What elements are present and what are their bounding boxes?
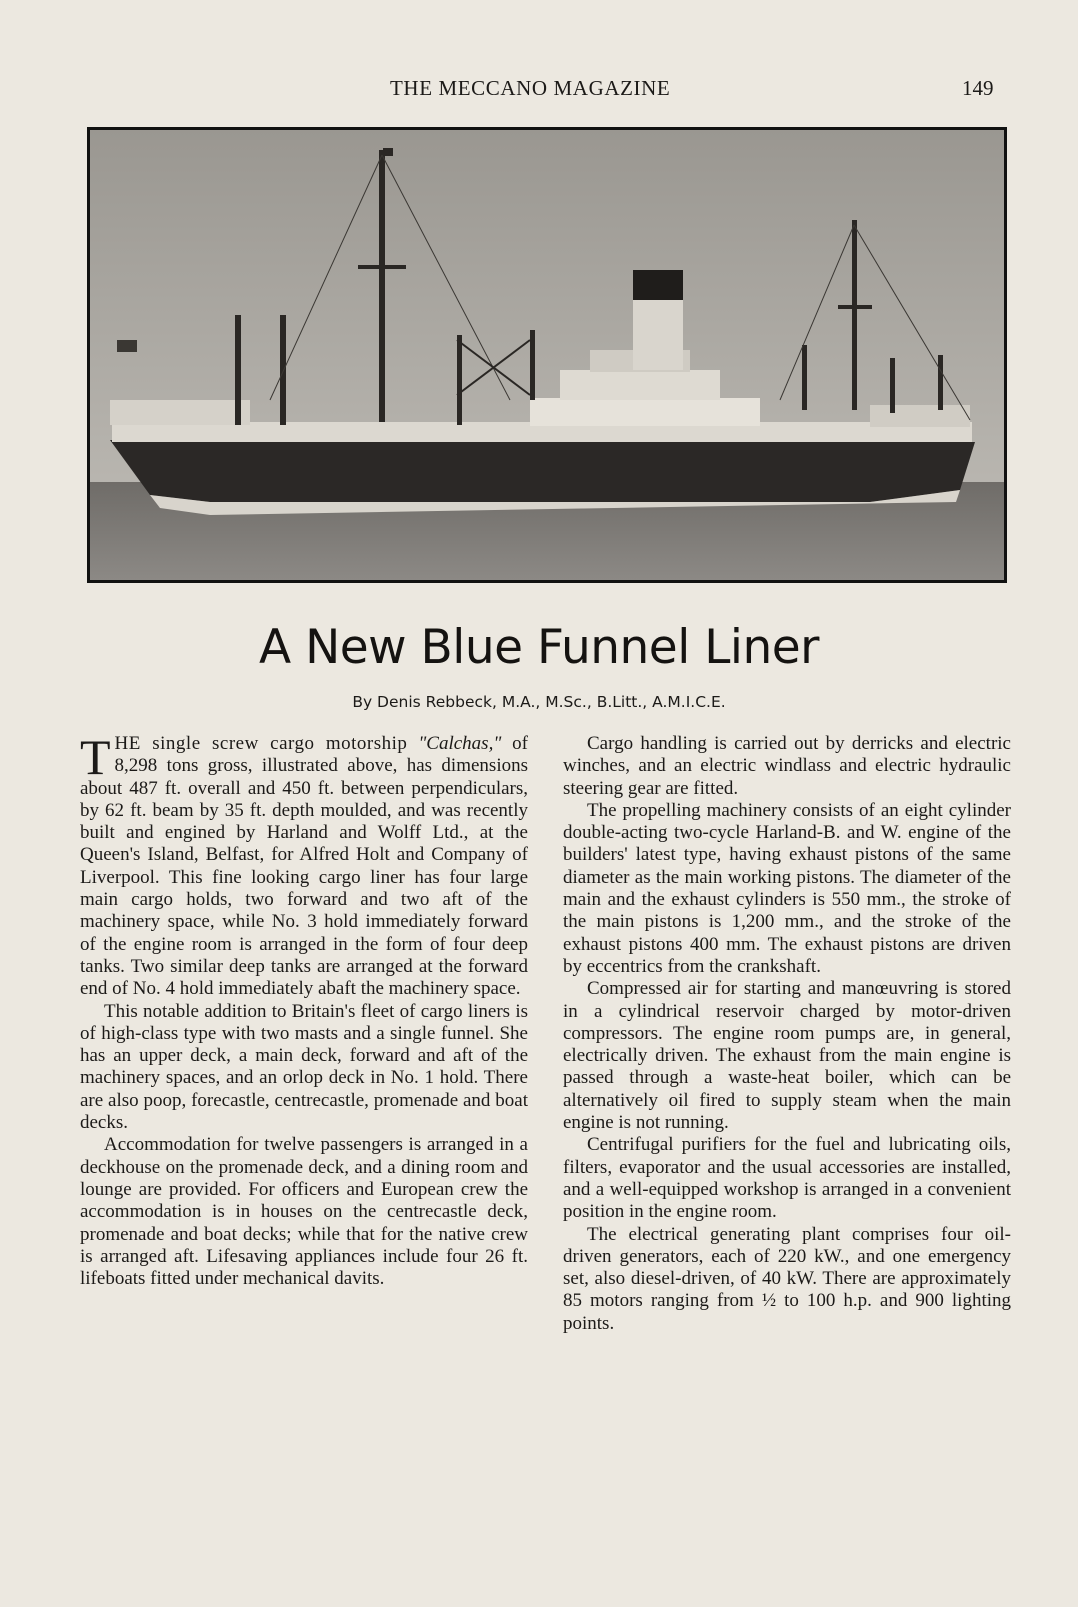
paragraph-4: Cargo handling is carried out by derricks and electric winches, and an electric windlass and electric hydraulic steering gear are fitted.	[563, 733, 1011, 799]
paragraph-8: The electrical generating plant comprises four oil-driven generators, each of 220 kW., and one emergency set, also diesel-driven, of 40 kW. There are approximately 85 motors ranging from ½ to 100 h.p. and 900 lighting points.	[563, 1223, 1011, 1334]
drop-cap: T	[80, 729, 111, 785]
article-column-right	[563, 733, 1011, 1335]
paragraph-6: Compressed air for starting and manœuvring is stored in a cylindrical reservoir charged by motor-driven compressors. The engine room pumps are, in general, electrically driven. The exhaust from the main engine is passed through a waste-heat boiler, which can be alternatively oil fired to supply steam when the main engine is not running.	[563, 978, 1011, 1134]
paragraph-2: This notable addition to Britain's fleet of cargo liners is of high-class type with two masts and a single funnel. She has an upper deck, a main deck, forward and aft of the machinery spaces, and an orlop deck in No. 1 hold. There are also poop, forecastle, centrecastle, promenade and boat decks.	[80, 1000, 528, 1134]
article-title: A New Blue Funnel Liner	[258, 620, 819, 675]
paragraph-1	[80, 729, 529, 1001]
article-column-left	[80, 729, 529, 1290]
paragraph-5: The propelling machinery consists of an eight cylinder double-acting two-cycle Harland-B. and W. engine of the builders' latest type, having exhaust pistons of the same diameter as the main working pistons. The diameter of the main and the exhaust cylinders is 550 mm., the stroke of the main pistons is 1,200 mm., and the stroke of the exhaust pistons 400 mm. The exhaust pistons are driven by eccentrics from the crankshaft.	[563, 799, 1011, 977]
article-byline: By Denis Rebbeck, M.A., M.Sc., B.Litt., A.M.I.C.E.	[352, 693, 726, 711]
ship-illustration	[90, 130, 1004, 580]
paragraph-1-text: of 8,298 tons gross, illustrated above, has dimensions about 487 ft. overall and 450 ft. between perpendiculars, by 62 ft. beam by 35 ft. depth moulded, and was recently built and engined by Harland and Wolff Ltd., at the Queen's Island, Belfast, for Alfred Holt and Company of Liverpool. This fine looking cargo liner has four large main cargo holds, two forward and two aft of the machinery space, while No. 3 hold immediately forward of the engine room is arranged in the form of four deep tanks. Two similar deep tanks are arranged at the forward end of No. 4 hold immediately abaft the machinery space.	[80, 733, 529, 1000]
paragraph-7: Centrifugal purifiers for the fuel and lubricating oils, filters, evaporator and the usual accessories are installed, and a well-equipped workshop is arranged in a convenient position in the engine room.	[563, 1134, 1011, 1223]
magazine-title: THE MECCANO MAGAZINE	[390, 76, 671, 100]
opening-words: HE single screw cargo motorship	[114, 733, 408, 754]
running-head	[0, 76, 1078, 106]
paragraph-3: Accommodation for twelve passengers is arranged in a deckhouse on the promenade deck, and a dining room and lounge are provided. For officers and European crew the accommodation is in houses on the centrecastle deck, promenade and boat decks; while that for the native crew is arranged aft. Lifesaving appliances include four 26 ft. lifeboats fitted under mechanical davits.	[80, 1134, 528, 1290]
page-number: 149	[962, 76, 994, 100]
ship-name: "Calchas,"	[418, 733, 502, 754]
ship-photograph	[87, 127, 1007, 583]
